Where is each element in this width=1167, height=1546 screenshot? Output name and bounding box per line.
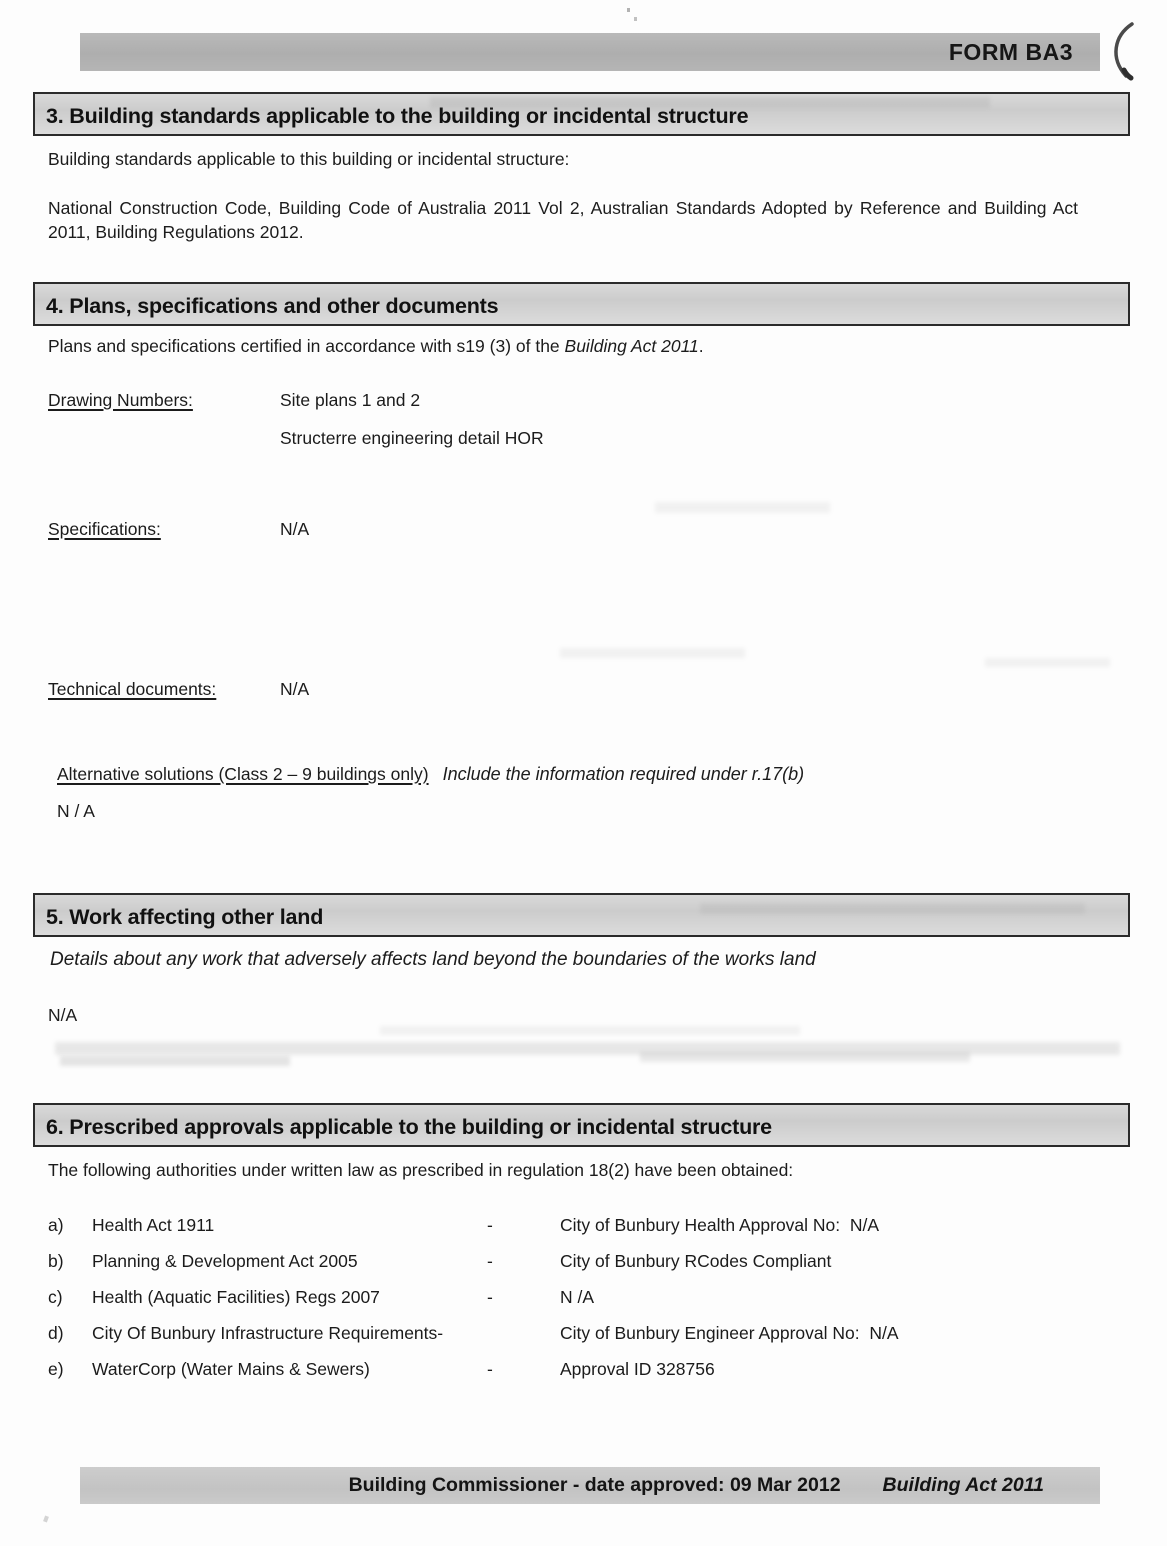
section-3-title: 3. Building standards applicable to the building or incidental structure — [46, 104, 749, 128]
technical-documents-value: N/A — [280, 679, 310, 699]
drawing-numbers-value-1: Site plans 1 and 2 — [280, 390, 421, 410]
alternative-solutions-note: Include the information required under r.17(b) — [442, 764, 805, 784]
approval-e-dash: - — [487, 1359, 493, 1379]
ghost-text-band — [640, 1052, 970, 1062]
approval-c-letter: c) — [48, 1287, 63, 1307]
approval-a-result: City of Bunbury Health Approval No: N/A — [560, 1215, 880, 1235]
approval-row-e — [48, 1357, 1138, 1381]
approval-b-act: Planning & Development Act 2005 — [92, 1251, 358, 1271]
handwritten-paren-mark — [1102, 20, 1144, 84]
approval-row-a — [48, 1213, 1138, 1237]
section-6-header — [33, 1103, 1130, 1147]
alternative-solutions-value: N / A — [57, 801, 95, 821]
ghost-text-band — [380, 1026, 800, 1035]
alternative-solutions-row — [57, 762, 804, 786]
drawing-numbers-value-2: Structerre engineering detail HOR — [280, 428, 544, 448]
section-5-header — [33, 893, 1130, 937]
approval-c-act: Health (Aquatic Facilities) Regs 2007 — [92, 1287, 380, 1307]
specifications-label: Specifications: — [48, 519, 161, 539]
footer-act-text: Building Act 2011 — [882, 1474, 1044, 1496]
approval-c-dash: - — [487, 1287, 493, 1307]
approval-e-letter: e) — [48, 1359, 64, 1379]
ghost-text-band — [60, 1056, 290, 1066]
approval-b-result: City of Bunbury RCodes Compliant — [560, 1251, 832, 1271]
ghost-text-band — [985, 658, 1110, 667]
section-6-intro: The following authorities under written law as prescribed in regulation 18(2) have been obtained: — [48, 1160, 794, 1180]
approval-d-act: City Of Bunbury Infrastructure Requirements- — [92, 1323, 444, 1343]
form-code-banner — [80, 33, 1100, 71]
approval-a-dash: - — [487, 1215, 493, 1235]
scan-speck — [627, 8, 630, 12]
section-3-intro: Building standards applicable to this building or incidental structure: — [48, 149, 570, 169]
section-4-intro-plain: Plans and specifications certified in accordance with s19 (3) of the — [48, 336, 565, 356]
approval-row-b — [48, 1249, 1138, 1273]
technical-documents-label: Technical documents: — [48, 679, 217, 699]
approval-e-result: Approval ID 328756 — [560, 1359, 715, 1379]
section-4-intro-period: . — [698, 336, 704, 356]
specifications-value: N/A — [280, 519, 310, 539]
approval-d-dash — [487, 1321, 560, 1345]
section-4-title: 4. Plans, specifications and other documents — [46, 294, 499, 318]
section-4-intro-act-name: Building Act 2011 — [564, 336, 699, 356]
section-5-title: 5. Work affecting other land — [46, 905, 324, 929]
approval-b-letter: b) — [48, 1251, 64, 1271]
ghost-text-band — [55, 1042, 1120, 1055]
approval-e-act: WaterCorp (Water Mains & Sewers) — [92, 1359, 370, 1379]
footer-commissioner-text: Building Commissioner - date approved: 09 Mar 2012 — [348, 1474, 841, 1496]
scan-speck — [43, 1515, 49, 1522]
section-5-note: Details about any work that adversely affects land beyond the boundaries of the works land — [50, 949, 816, 970]
approval-c-result: N /A — [560, 1287, 595, 1307]
section-3-header — [33, 92, 1130, 136]
section-4-header — [33, 282, 1130, 326]
form-code-label: FORM BA3 — [948, 38, 1073, 65]
approval-row-d — [48, 1321, 1138, 1345]
footer-approval-bar — [80, 1467, 1100, 1504]
approval-b-dash: - — [487, 1251, 493, 1271]
scan-speck — [634, 17, 637, 21]
approval-d-letter: d) — [48, 1323, 64, 1343]
section-3-body: National Construction Code, Building Code of Australia 2011 Vol 2, Australian Standards Adopted by Reference and Building Act 2011, Building Regulations 2012. — [48, 198, 1078, 242]
approval-row-c — [48, 1285, 1138, 1309]
approval-d-result: City of Bunbury Engineer Approval No: N/A — [560, 1323, 899, 1343]
section-5-value: N/A — [48, 1005, 78, 1025]
ghost-text-band — [655, 502, 830, 513]
approval-a-letter: a) — [48, 1215, 64, 1235]
approval-a-act: Health Act 1911 — [92, 1215, 215, 1235]
section-4-intro — [48, 334, 704, 358]
alternative-solutions-label: Alternative solutions (Class 2 – 9 buildings only) — [57, 764, 429, 784]
ghost-text-band — [560, 648, 745, 658]
drawing-numbers-label: Drawing Numbers: — [48, 390, 193, 410]
section-6-title: 6. Prescribed approvals applicable to the building or incidental structure — [46, 1115, 772, 1139]
